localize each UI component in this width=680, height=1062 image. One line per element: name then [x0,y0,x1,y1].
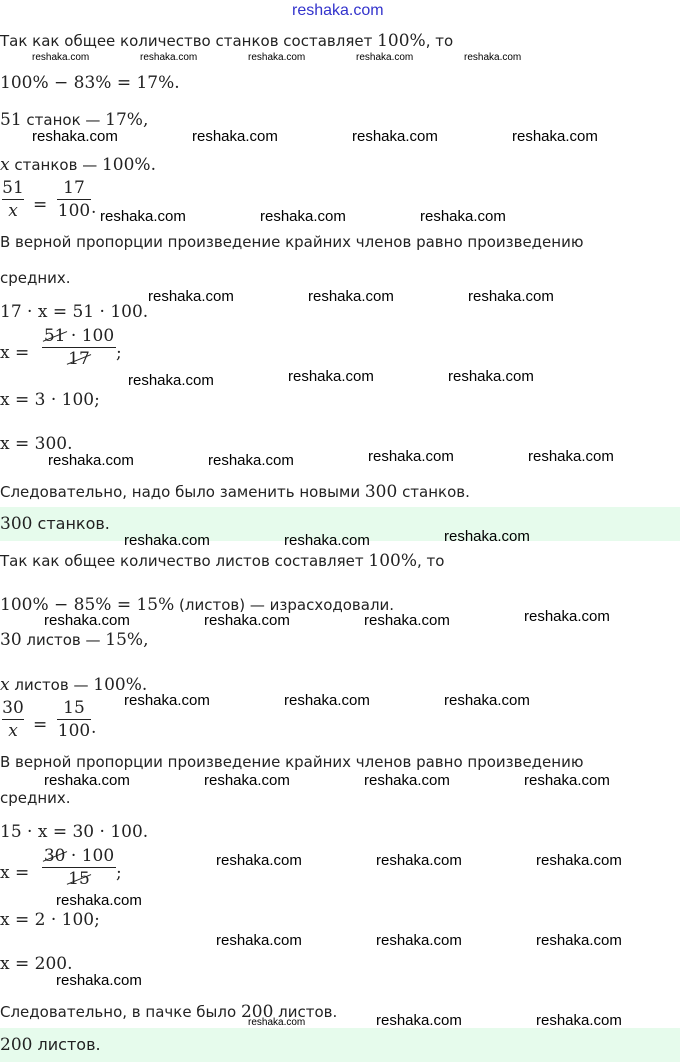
task1-prop-right-num: 17 [63,178,85,198]
task2-x-fraction [42,846,116,889]
watermark: reshaka.com [512,128,598,145]
task1-prop-eq: = [33,195,48,215]
watermark: reshaka.com [444,528,530,545]
task1-p2-pct: 100%. [101,155,156,175]
task2-intro-text: Так как общее количество листов составляет [0,552,369,570]
task1-p1-num: 51 [0,110,22,130]
task2-answer-num: 200 [0,1035,33,1055]
task1-x-semicolon: ; [116,343,122,363]
watermark: reshaka.com [528,448,614,465]
watermark: reshaka.com [204,612,290,629]
watermark: reshaka.com [204,772,290,789]
watermark: reshaka.com [356,52,414,63]
watermark: reshaka.com [248,52,306,63]
task2-p1-pct: 15%, [105,630,149,650]
task2-x-frac-num-rest: · 100 [65,846,115,866]
task2-rule-line2: средних. [0,789,71,807]
task1-x-frac-num-rest: · 100 [65,326,115,346]
task1-eq-mult: 17 · x = 51 · 100. [0,302,149,322]
watermark: reshaka.com [308,288,394,305]
task1-conclusion-end: станков. [397,483,470,501]
task1-prop-right-den: 100 [57,201,91,221]
task2-eq-mult: 15 · x = 30 · 100. [0,822,149,842]
task1-answer-text: станков. [32,514,110,533]
watermark: reshaka.com [376,932,462,949]
task1-intro [0,30,453,52]
watermark: reshaka.com [364,612,450,629]
watermark: reshaka.com [44,772,130,789]
watermark: reshaka.com [364,772,450,789]
task2-prop-right-fraction [57,698,91,741]
task2-intro-end: , то [416,552,445,570]
task1-p2-var: x [0,155,10,175]
watermark: reshaka.com [124,532,210,549]
task2-intro [0,550,444,572]
task1-p2-text: станков — [9,156,102,174]
task1-intro-text: Так как общее количество станков составляет [0,32,378,50]
watermark: reshaka.com [448,368,534,385]
task1-x-frac-cancel-den: 17 [68,349,90,369]
task1-prop-right-fraction [57,178,91,221]
task2-conclusion-num: 200 [240,1002,274,1022]
watermark: reshaka.com [56,972,142,989]
watermark: reshaka.com [288,368,374,385]
task2-conclusion-end: листов. [273,1003,338,1021]
task1-conclusion [0,481,470,503]
watermark: reshaka.com [284,692,370,709]
watermark: reshaka.com [56,892,142,909]
task2-x-eq3: x = 200. [0,954,73,974]
watermark: reshaka.com [420,208,506,225]
watermark: reshaka.com [128,372,214,389]
watermark: reshaka.com [248,1017,306,1028]
task1-x-eq2: x = 3 · 100; [0,390,100,410]
task1-rule-line1: В верной пропорции произведение крайних членов равно произведению [0,233,584,251]
task1-conclusion-text: Следовательно, надо было заменить новыми [0,483,365,501]
task1-intro-pct: 100% [377,31,426,51]
watermark: reshaka.com [464,52,522,63]
watermark: reshaka.com [444,692,530,709]
task1-x-fraction [42,326,116,369]
watermark: reshaka.com [524,772,610,789]
task1-x-frac-cancel-num: 51 [43,326,66,346]
task1-p1-text: станок — [21,111,106,129]
task2-prop-left-fraction [2,698,24,741]
watermark: reshaka.com [468,288,554,305]
watermark: reshaka.com [216,932,302,949]
task1-prop-left-den: x [8,201,18,221]
watermark: reshaka.com [100,208,186,225]
watermark: reshaka.com [284,532,370,549]
task2-prop-end: . [91,718,97,738]
task2-prop-right-num: 15 [63,698,85,718]
watermark: reshaka.com [192,128,278,145]
watermark: reshaka.com [32,128,118,145]
task2-p1-text: листов — [21,631,106,649]
task2-proportion-line1 [0,629,149,651]
task2-prop-left-den: x [8,721,18,741]
task2-x-frac-cancel-num: 30 [43,846,66,866]
watermark: reshaka.com [48,452,134,469]
watermark: reshaka.com [216,852,302,869]
task2-conclusion-text: Следовательно, в пачке было [0,1003,241,1021]
header-watermark: reshaka.com [292,2,384,19]
task2-x-semicolon: ; [116,863,122,883]
task1-answer-num: 300 [0,514,33,534]
task2-prop-right-den: 100 [57,721,91,741]
task2-p2-pct: 100%. [93,675,148,695]
task1-conclusion-num: 300 [364,482,398,502]
watermark: reshaka.com [376,1012,462,1029]
watermark: reshaka.com [124,692,210,709]
task2-answer-box [0,1028,680,1062]
task2-intro-pct: 100% [368,551,417,571]
watermark: reshaka.com [44,612,130,629]
task1-intro-end: , то [425,32,454,50]
watermark: reshaka.com [368,448,454,465]
task2-prop-left-num: 30 [2,698,24,718]
task2-x-lhs: x = [0,863,30,883]
task1-proportion-line2 [0,154,156,176]
task1-x-eq3: x = 300. [0,434,73,454]
watermark: reshaka.com [524,608,610,625]
task2-prop-eq: = [33,715,48,735]
task1-prop-left-fraction [2,178,24,221]
task2-eq-percent: 100% − 85% = 15% [0,595,175,615]
watermark: reshaka.com [32,52,90,63]
watermark: reshaka.com [376,852,462,869]
watermark: reshaka.com [148,288,234,305]
task1-p1-pct: 17%, [105,110,149,130]
watermark: reshaka.com [260,208,346,225]
task2-p2-var: x [0,675,10,695]
watermark: reshaka.com [536,852,622,869]
task2-rule-line1: В верной пропорции произведение крайних членов равно произведению [0,753,584,771]
task1-x-lhs: x = [0,343,30,363]
task1-eq-percent: 100% − 83% = 17%. [0,73,180,93]
task2-x-eq2: x = 2 · 100; [0,910,100,930]
task1-prop-left-num: 51 [2,178,24,198]
task2-p2-text: листов — [9,676,94,694]
watermark: reshaka.com [536,1012,622,1029]
task1-prop-end: . [91,198,97,218]
task2-answer-text: листов. [32,1035,101,1054]
watermark: reshaka.com [140,52,198,63]
task1-rule-line2: средних. [0,269,71,287]
watermark: reshaka.com [536,932,622,949]
task2-eq-percent-text: (листов) — израсходовали. [174,596,395,614]
watermark: reshaka.com [352,128,438,145]
task2-p1-num: 30 [0,630,22,650]
watermark: reshaka.com [208,452,294,469]
task2-x-frac-cancel-den: 15 [68,869,90,889]
